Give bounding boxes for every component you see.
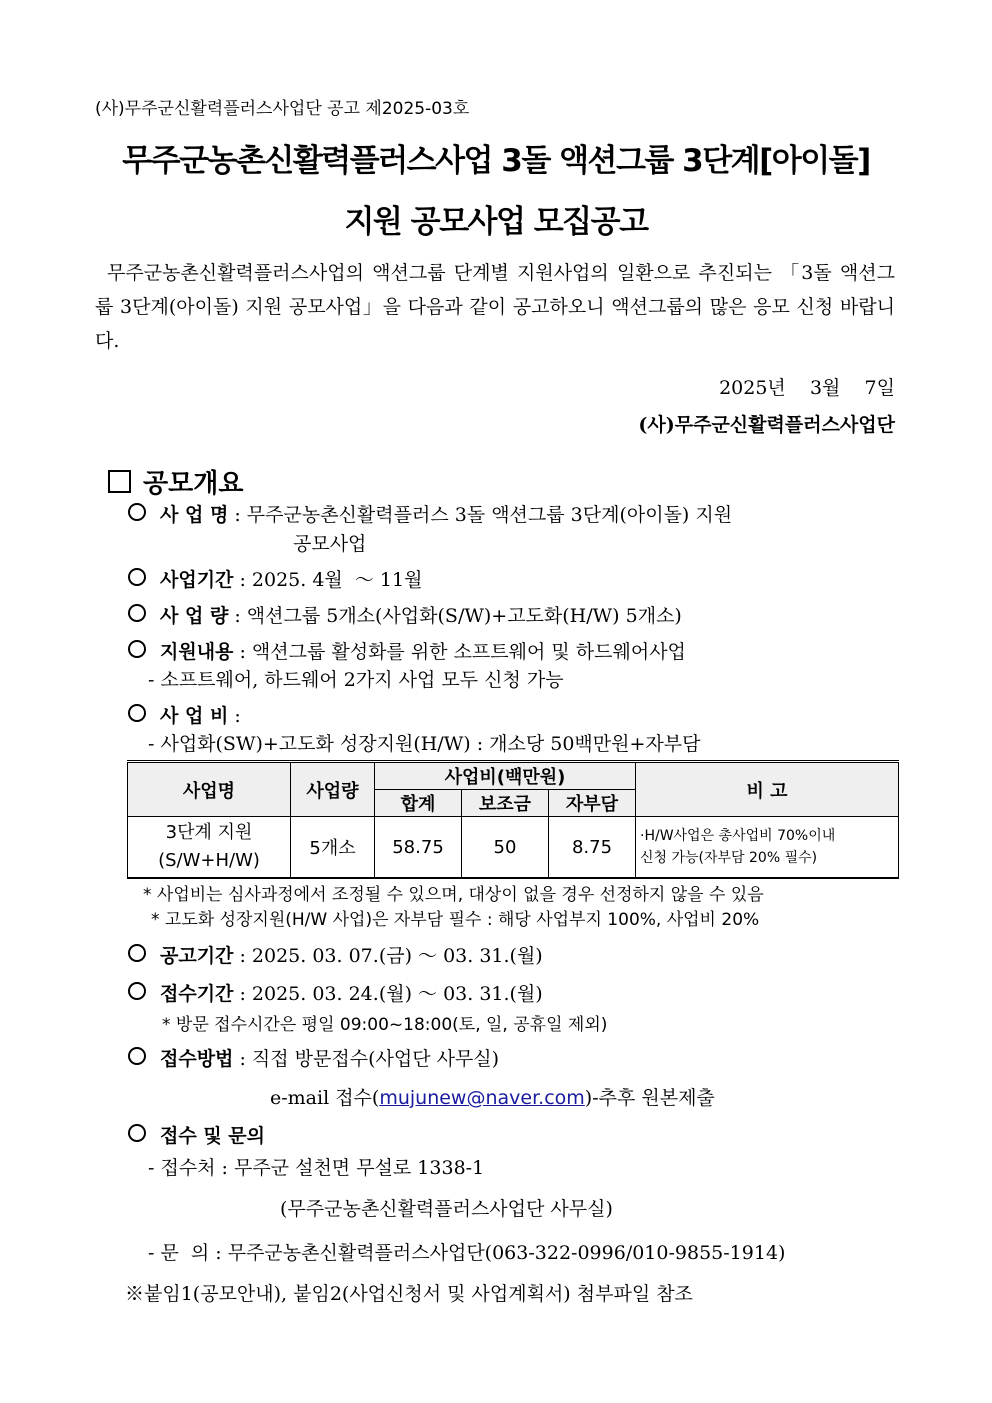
organization-name: (사)무주군신활력플러스사업단 (638, 414, 895, 436)
cell-subsidy: 50 (462, 817, 549, 879)
inquiry-place-2: (무주군농촌신활력플러스사업단 사무실) (280, 1198, 613, 1220)
cell-self: 8.75 (549, 817, 636, 879)
receipt-method-value: : 직접 방문접수(사업단 사무실) (239, 1048, 500, 1070)
item-inquiry (128, 1121, 265, 1148)
project-period-value: : 2025. 4월 ～ 11월 (239, 569, 423, 591)
intro-paragraph: 무주군농촌신활력플러스사업의 액션그룹 단계별 지원사업의 일환으로 추진되는 「3돌 액션그룹 3단계(아이돌) 지원 공모사업」을 다음과 같이 공고하오니 액션그룹의 많은 응모 신청 바랍니다. (95, 262, 895, 352)
header-cost: 사업비(백만원) (375, 762, 636, 790)
section-title: 공모개요 (143, 469, 244, 499)
inquiry-label: 접수 및 문의 (160, 1125, 265, 1147)
cell-remark-line2: 신청 가능(자부담 20% 필수) (640, 850, 818, 866)
support-content-label: 지원내용 (160, 641, 234, 663)
cell-remark (636, 817, 899, 879)
support-content-value: : 액션그룹 활성화를 위한 소프트웨어 및 하드웨어사업 (239, 641, 686, 663)
table-header-row (128, 762, 899, 790)
circle-bullet-icon (128, 568, 146, 586)
cell-remark-line1: ·H/W사업은 총사업비 70%이내 (640, 828, 836, 844)
inquiry-place: - 접수처 : 무주군 설천면 무설로 1338-1 (148, 1157, 485, 1179)
title-line-1: 무주군농촌신활력플러스사업 3돌 액션그룹 3단계[아이돌] (122, 143, 870, 179)
circle-bullet-icon (128, 640, 146, 658)
item-support-content (128, 637, 686, 664)
item-project-amount (128, 601, 682, 628)
circle-bullet-icon (128, 704, 146, 722)
notice-period-value: : 2025. 03. 07.(금) ～ 03. 31.(월) (239, 945, 543, 967)
cell-name-line1: 3단계 지원 (165, 822, 253, 843)
notice-number: (사)무주군신활력플러스사업단 공고 제2025-03호 (95, 99, 470, 119)
item-receipt-period (128, 979, 543, 1006)
receipt-method-label: 접수방법 (160, 1048, 234, 1070)
section-heading (108, 463, 243, 500)
item-receipt-method (128, 1044, 499, 1071)
item-notice-period (128, 941, 543, 968)
header-name: 사업명 (128, 762, 291, 817)
cell-name-line2: (S/W+H/W) (158, 850, 260, 871)
project-name-value-2: 공모사업 (293, 533, 367, 555)
email-suffix: )-추후 원본제출 (584, 1087, 715, 1109)
table-row (128, 817, 899, 879)
project-amount-label: 사 업 량 (160, 605, 229, 627)
circle-bullet-icon (128, 1124, 146, 1142)
project-cost-label: 사 업 비 (160, 705, 229, 727)
item-project-cost (128, 701, 241, 728)
receipt-period-label: 접수기간 (160, 983, 234, 1005)
receipt-period-value: : 2025. 03. 24.(월) ～ 03. 31.(월) (239, 983, 543, 1005)
email-line (270, 1083, 715, 1110)
receipt-period-note: * 방문 접수시간은 평일 09:00~18:00(토, 일, 공휴일 제외) (162, 1015, 608, 1035)
budget-table (127, 760, 899, 879)
item-project-name (128, 500, 732, 527)
project-period-label: 사업기간 (160, 569, 234, 591)
project-name-value: : 무주군농촌신활력플러스 3돌 액션그룹 3단계(아이돌) 지원 (234, 504, 733, 526)
title-line-2: 지원 공모사업 모집공고 (344, 204, 648, 240)
circle-bullet-icon (128, 503, 146, 521)
attachment-note: ※붙임1(공모안내), 붙임2(사업신청서 및 사업계획서) 첨부파일 참조 (125, 1283, 693, 1305)
circle-bullet-icon (128, 944, 146, 962)
header-self: 자부담 (549, 790, 636, 817)
project-name-label: 사 업 명 (160, 504, 229, 526)
notice-period-label: 공고기간 (160, 945, 234, 967)
item-project-period (128, 565, 422, 592)
note-1: * 사업비는 심사과정에서 조정될 수 있으며, 대상이 없을 경우 선정하지 않을 수 있음 (143, 885, 764, 905)
support-content-sub: - 소프트웨어, 하드웨어 2가지 사업 모두 신청 가능 (148, 669, 564, 691)
square-bullet-icon (108, 470, 131, 493)
circle-bullet-icon (128, 982, 146, 1000)
project-cost-sub: - 사업화(SW)+고도화 성장지원(H/W) : 개소당 50백만원+자부담 (148, 733, 701, 755)
circle-bullet-icon (128, 604, 146, 622)
notice-date: 2025년 3월 7일 (719, 377, 895, 399)
header-remark: 비 고 (636, 762, 899, 817)
inquiry-contact: - 문 의 : 무주군농촌신활력플러스사업단(063-322-0996/010-9855-1914) (148, 1242, 786, 1264)
note-2: * 고도화 성장지원(H/W 사업)은 자부담 필수 : 해당 사업부지 100%, 사업비 20% (151, 910, 760, 930)
project-cost-value: : (234, 705, 241, 727)
email-link[interactable]: mujunew@naver.com (379, 1087, 585, 1109)
project-amount-value: : 액션그룹 5개소(사업화(S/W)+고도화(H/W) 5개소) (234, 605, 682, 627)
cell-name (128, 817, 291, 879)
email-prefix: e-mail 접수( (270, 1087, 380, 1109)
header-total: 합계 (375, 790, 462, 817)
header-qty: 사업량 (291, 762, 375, 817)
header-subsidy: 보조금 (462, 790, 549, 817)
cell-qty: 5개소 (291, 817, 375, 879)
cell-total: 58.75 (375, 817, 462, 879)
circle-bullet-icon (128, 1047, 146, 1065)
